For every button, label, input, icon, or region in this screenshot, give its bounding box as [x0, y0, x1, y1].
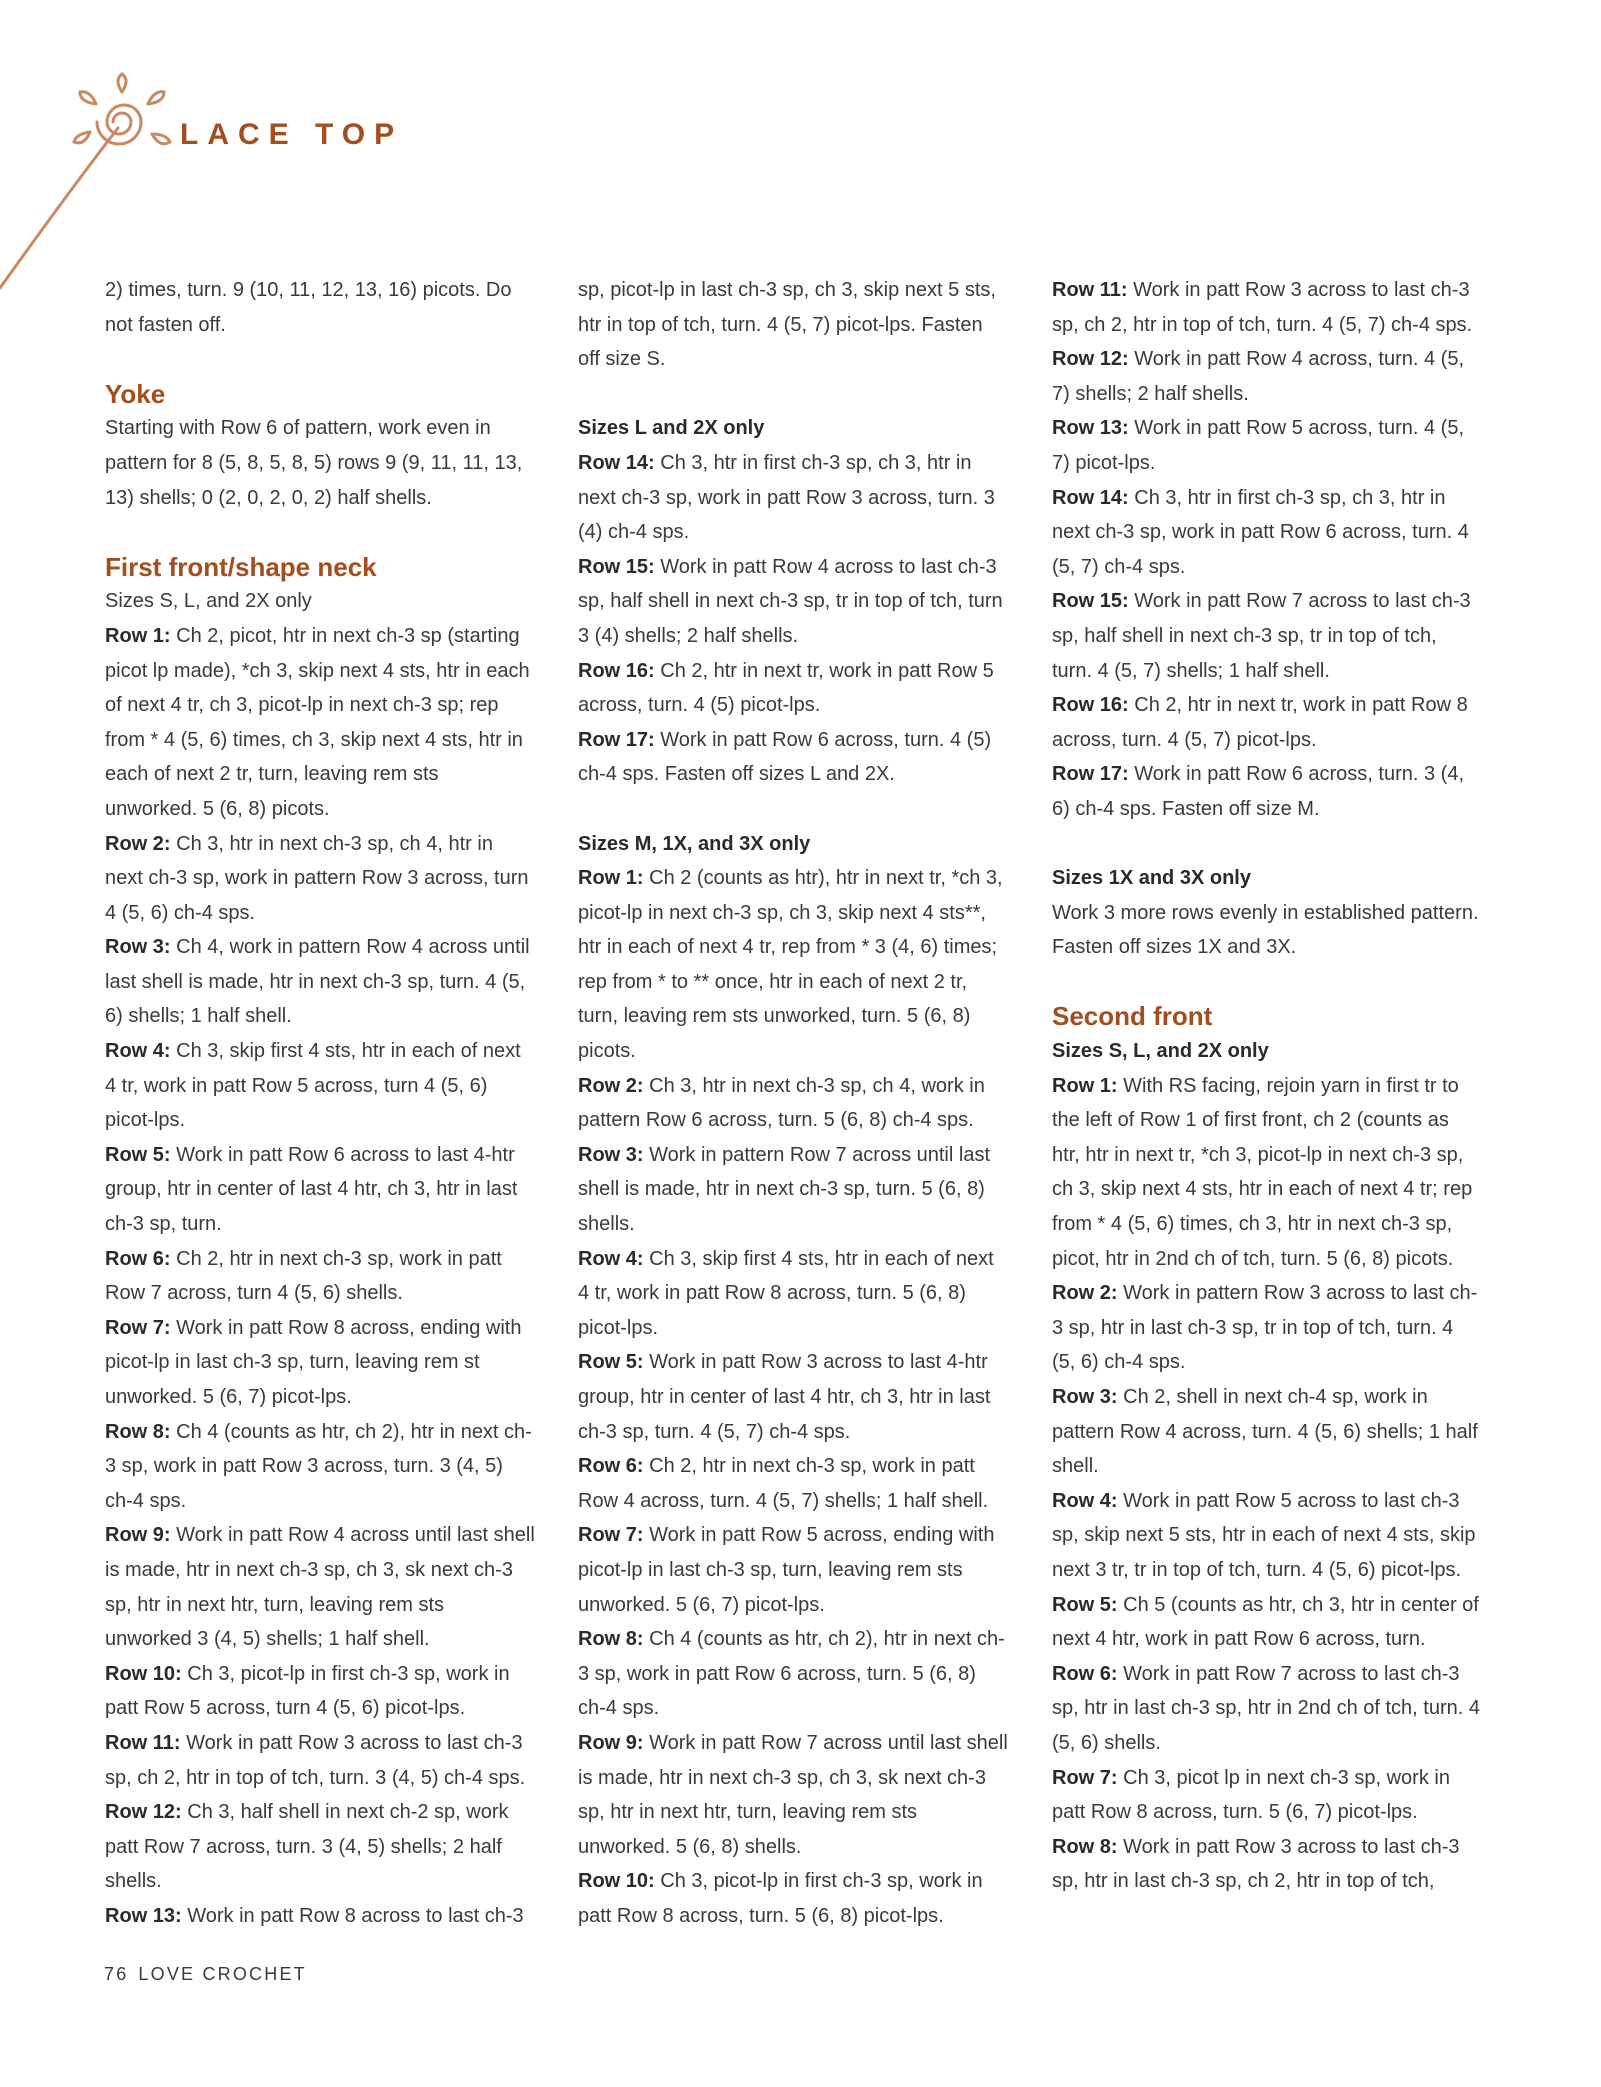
row-label: Row 1:: [578, 867, 644, 890]
row-text: Work in patt Row 4 across until last shell is made, htr in next ch-3 sp, ch 3, sk next ch-3 sp, htr in next htr, turn, leaving rem sts unworked 3 (4, 5) shells; 1 half shell.: [105, 1524, 535, 1651]
row-label: Row 4:: [1052, 1489, 1118, 1512]
row-label: Row 6:: [578, 1455, 644, 1478]
page-number: 76: [104, 1964, 129, 1984]
instruction-paragraph: Work 3 more rows evenly in established pattern. Fasten off sizes 1X and 3X.: [1052, 901, 1479, 959]
row-label: Row 16:: [1052, 694, 1129, 717]
row-instruction: [1052, 1830, 1482, 1899]
section-heading: Second front: [1052, 1001, 1213, 1032]
row-instruction: [105, 1311, 535, 1415]
row-text: Work in patt Row 3 across to last ch-3 sp, ch 2, htr in top of tch, turn. 4 (5, 7) ch-4 sps.: [1052, 279, 1473, 336]
row-text: Ch 2, htr in next tr, work in patt Row 5 across, turn. 4 (5) picot-lps.: [578, 659, 994, 717]
row-instruction: [1052, 273, 1482, 342]
row-text: Ch 3, picot-lp in first ch-3 sp, work in patt Row 8 across, turn. 5 (6, 8) picot-lps.: [578, 1870, 983, 1927]
row-instruction: [578, 654, 1008, 723]
row-label: Row 4:: [578, 1247, 644, 1270]
row-text: Work in patt Row 7 across until last shell is made, htr in next ch-3 sp, ch 3, sk next ch-3 sp, htr in next htr, turn, leaving rem sts unworked. 5 (6, 8) shells.: [578, 1731, 1008, 1858]
row-instruction: [578, 1518, 1008, 1622]
row-text: Ch 3, htr in next ch-3 sp, ch 4, work in pattern Row 6 across, turn. 5 (6, 8) ch-4 sps.: [578, 1074, 985, 1132]
size-subheading: Sizes S, L, and 2X only: [1052, 1040, 1269, 1063]
row-instruction: [1052, 481, 1482, 585]
row-text: Ch 3, htr in first ch-3 sp, ch 3, htr in next ch-3 sp, work in patt Row 3 across, turn. 3 (4) ch-4 sps.: [578, 451, 995, 544]
row-text: Work in patt Row 4 across, turn. 4 (5, 7) shells; 2 half shells.: [1052, 348, 1464, 405]
text-column-3: [1052, 273, 1482, 1899]
row-label: Row 4:: [105, 1040, 171, 1063]
row-instruction: [578, 1138, 1008, 1242]
row-text: Ch 3, picot-lp in first ch-3 sp, work in patt Row 5 across, turn 4 (5, 6) picot-lps.: [105, 1662, 510, 1720]
row-label: Row 8:: [578, 1628, 644, 1651]
page-footer: [104, 1964, 307, 1985]
size-subheading: Sizes 1X and 3X only: [1052, 867, 1251, 890]
instruction-paragraph: 2) times, turn. 9 (10, 11, 12, 13, 16) picots. Do not fasten off.: [105, 279, 512, 336]
row-label: Row 9:: [578, 1731, 644, 1754]
text-column-1: [105, 273, 535, 1934]
row-instruction: [578, 1726, 1008, 1864]
row-instruction: [1052, 688, 1482, 757]
row-label: Row 12:: [105, 1801, 182, 1824]
row-text: With RS facing, rejoin yarn in first tr to the left of Row 1 of first front, ch 2 (counts as htr, htr in next tr, *ch 3, picot-lp in next ch-3 sp, ch 3, skip next 4 sts, htr in each of next 4 tr; rep from * 4 (5, 6) times, ch 3, htr in next ch-3 sp, picot, htr in 2nd ch of tch, turn. 5 (6, 8) picots.: [1052, 1074, 1473, 1270]
row-instruction: [1052, 411, 1482, 480]
row-instruction: [1052, 1761, 1482, 1830]
row-label: Row 11:: [1052, 279, 1128, 301]
size-subheading: Sizes M, 1X, and 3X only: [578, 832, 811, 855]
section-heading: First front/shape neck: [105, 551, 377, 582]
row-label: Row 15:: [578, 555, 655, 578]
row-label: Row 11:: [105, 1731, 181, 1754]
row-instruction: [105, 1795, 535, 1899]
row-label: Row 12:: [1052, 348, 1129, 371]
row-label: Row 5:: [578, 1351, 644, 1374]
publication-name: LOVE CROCHET: [138, 1964, 307, 1984]
section-title: LACE TOP: [180, 118, 404, 151]
row-instruction: [1052, 1276, 1482, 1380]
row-label: Row 17:: [578, 728, 655, 751]
row-instruction: [1052, 1657, 1482, 1761]
row-label: Row 6:: [1052, 1662, 1118, 1685]
row-label: Row 2:: [105, 832, 171, 855]
row-instruction: [578, 1622, 1008, 1726]
row-text: Work in patt Row 6 across, turn. 3 (4, 6) ch-4 sps. Fasten off size M.: [1052, 763, 1464, 820]
row-instruction: [105, 1034, 535, 1138]
row-text: Work in patt Row 7 across to last ch-3 sp, half shell in next ch-3 sp, tr in top of tch, turn. 4 (5, 7) shells; 1 half shell.: [1052, 590, 1471, 682]
row-instruction: [105, 1138, 535, 1242]
row-text: Work in patt Row 3 across to last 4-htr group, htr in center of last 4 htr, ch 3, htr in last ch-3 sp, turn. 4 (5, 7) ch-4 sps.: [578, 1351, 991, 1443]
section-heading: Yoke: [105, 378, 166, 409]
row-text: Ch 2 (counts as htr), htr in next tr, *ch 3, picot-lp in next ch-3 sp, ch 3, skip next 4 sts**, htr in each of next 4 tr, rep from * 3 (4, 6) times; rep from * to ** once, htr in each of next 2 tr, turn, leaving rem sts unworked, turn. 5 (6, 8) picots.: [578, 867, 1003, 1063]
row-label: Row 8:: [105, 1420, 171, 1443]
row-label: Row 16:: [578, 659, 655, 682]
row-label: Row 3:: [578, 1143, 644, 1166]
row-text: Work in patt Row 4 across to last ch-3 sp, half shell in next ch-3 sp, tr in top of tch, turn 3 (4) shells; 2 half shells.: [578, 555, 1003, 647]
row-instruction: [578, 861, 1008, 1069]
row-text: Ch 3, htr in first ch-3 sp, ch 3, htr in next ch-3 sp, work in patt Row 6 across, turn. 4 (5, 7) ch-4 sps.: [1052, 486, 1469, 578]
row-instruction: [105, 930, 535, 1034]
row-instruction: [105, 1518, 535, 1656]
row-label: Row 2:: [1052, 1282, 1118, 1305]
row-text: Work in patt Row 5 across, ending with picot-lp in last ch-3 sp, turn, leaving rem sts unworked. 5 (6, 7) picot-lps.: [578, 1524, 995, 1616]
row-instruction: [1052, 757, 1482, 826]
row-text: Ch 4, work in pattern Row 4 across until last shell is made, htr in next ch-3 sp, turn. 4 (5, 6) shells; 1 half shell.: [105, 936, 530, 1028]
row-label: Row 17:: [1052, 763, 1129, 786]
row-instruction: [578, 1345, 1008, 1449]
row-text: Work in patt Row 7 across to last ch-3 sp, htr in last ch-3 sp, htr in 2nd ch of tch, turn. 4 (5, 6) shells.: [1052, 1662, 1480, 1754]
row-text: Ch 3, skip first 4 sts, htr in each of next 4 tr, work in patt Row 5 across, turn 4 (5, 6) picot-lps.: [105, 1040, 521, 1132]
row-text: Work in patt Row 8 across, ending with picot-lp in last ch-3 sp, turn, leaving rem st unworked. 5 (6, 7) picot-lps.: [105, 1316, 522, 1408]
row-text: Ch 4 (counts as htr, ch 2), htr in next ch-3 sp, work in patt Row 3 across, turn. 3 (4, 5) ch-4 sps.: [105, 1420, 532, 1512]
row-label: Row 7:: [1052, 1766, 1118, 1789]
row-text: Ch 2, htr in next ch-3 sp, work in patt Row 7 across, turn 4 (5, 6) shells.: [105, 1247, 502, 1305]
row-text: Ch 2, htr in next tr, work in patt Row 8 across, turn. 4 (5, 7) picot-lps.: [1052, 694, 1468, 751]
row-instruction: [578, 550, 1008, 654]
instruction-paragraph: Starting with Row 6 of pattern, work even in pattern for 8 (5, 8, 5, 8, 5) rows 9 (9, 11, 11, 13, 13) shells; 0 (2, 0, 2, 0, 2) half shells.: [105, 417, 523, 509]
row-label: Row 14:: [578, 451, 655, 474]
row-text: Ch 5 (counts as htr, ch 3, htr in center of next 4 htr, work in patt Row 6 across, turn.: [1052, 1593, 1479, 1651]
row-text: Ch 3, half shell in next ch-2 sp, work patt Row 7 across, turn. 3 (4, 5) shells; 2 half shells.: [105, 1801, 509, 1893]
size-note: Sizes S, L, and 2X only: [105, 590, 312, 613]
spiral-flower-ornament-icon: [0, 70, 190, 300]
row-label: Row 5:: [1052, 1593, 1118, 1616]
row-instruction: [1052, 1380, 1482, 1484]
row-label: Row 13:: [105, 1904, 182, 1927]
row-instruction: [1052, 1588, 1482, 1657]
row-text: Work in pattern Row 7 across until last shell is made, htr in next ch-3 sp, turn. 5 (6, 8) shells.: [578, 1143, 990, 1236]
row-instruction: [105, 1899, 535, 1934]
row-text: Ch 3, picot lp in next ch-3 sp, work in patt Row 8 across, turn. 5 (6, 7) picot-lps.: [1052, 1766, 1450, 1824]
row-text: Work in pattern Row 3 across to last ch-3 sp, htr in last ch-3 sp, tr in top of tch, turn. 4 (5, 6) ch-4 sps.: [1052, 1282, 1478, 1374]
row-instruction: [105, 1657, 535, 1726]
row-text: Ch 2, shell in next ch-4 sp, work in pattern Row 4 across, turn. 4 (5, 6) shells; 1 half shell.: [1052, 1386, 1478, 1478]
row-instruction: [578, 1864, 1008, 1933]
row-instruction: [578, 723, 1008, 792]
row-instruction: [1052, 584, 1482, 688]
row-instruction: [105, 619, 535, 827]
row-label: Row 9:: [105, 1524, 171, 1547]
row-label: Row 15:: [1052, 590, 1129, 613]
row-text: Work in patt Row 6 across to last 4-htr group, htr in center of last 4 htr, ch 3, htr in last ch-3 sp, turn.: [105, 1143, 518, 1236]
row-label: Row 1:: [105, 624, 171, 647]
row-instruction: [105, 1242, 535, 1311]
row-instruction: [578, 446, 1008, 550]
instruction-paragraph: sp, picot-lp in last ch-3 sp, ch 3, skip next 5 sts, htr in top of tch, turn. 4 (5, 7) picot-lps. Fasten off size S.: [578, 279, 996, 371]
row-instruction: [1052, 1484, 1482, 1588]
row-instruction: [105, 827, 535, 931]
row-instruction: [578, 1069, 1008, 1138]
text-column-2: [578, 273, 1008, 1934]
row-text: Work in patt Row 6 across, turn. 4 (5) ch-4 sps. Fasten off sizes L and 2X.: [578, 728, 992, 786]
row-instruction: [105, 1415, 535, 1519]
row-label: Row 13:: [1052, 417, 1129, 440]
row-label: Row 5:: [105, 1143, 171, 1166]
row-text: Work in patt Row 5 across, turn. 4 (5, 7) picot-lps.: [1052, 417, 1464, 474]
row-text: Work in patt Row 3 across to last ch-3 sp, ch 2, htr in top of tch, turn. 3 (4, 5) ch-4 sps.: [105, 1731, 526, 1789]
row-label: Row 3:: [1052, 1386, 1118, 1408]
row-label: Row 7:: [578, 1524, 644, 1547]
row-label: Row 10:: [105, 1662, 182, 1685]
row-label: Row 10:: [578, 1870, 655, 1893]
row-text: Work in patt Row 3 across to last ch-3 sp, htr in last ch-3 sp, ch 2, htr in top of tch,: [1052, 1835, 1460, 1893]
row-label: Row 6:: [105, 1247, 171, 1270]
row-text: Work in patt Row 5 across to last ch-3 sp, skip next 5 sts, htr in each of next 4 sts, skip next 3 tr, tr in top of tch, turn. 4 (5, 6) picot-lps.: [1052, 1489, 1476, 1581]
row-label: Row 3:: [105, 936, 171, 959]
row-instruction: [1052, 1069, 1482, 1277]
row-text: Ch 2, picot, htr in next ch-3 sp (starting picot lp made), *ch 3, skip next 4 sts, htr in each of next 4 tr, ch 3, picot-lp in next ch-3 sp; rep from * 4 (5, 6) times, ch 3, skip next 4 sts, htr in each of next 2 tr, turn, leaving rem sts unworked. 5 (6, 8) picots.: [105, 624, 530, 820]
row-label: Row 8:: [1052, 1835, 1118, 1858]
row-label: Row 7:: [105, 1316, 171, 1339]
row-text: Ch 4 (counts as htr, ch 2), htr in next ch-3 sp, work in patt Row 6 across, turn. 5 (6, 8) ch-4 sps.: [578, 1628, 1005, 1720]
row-text: Ch 2, htr in next ch-3 sp, work in patt Row 4 across, turn. 4 (5, 7) shells; 1 half shell.: [578, 1455, 989, 1512]
row-text: Work in patt Row 8 across to last ch-3: [181, 1904, 524, 1927]
row-label: Row 2:: [578, 1074, 644, 1097]
row-label: Row 14:: [1052, 486, 1129, 509]
row-instruction: [105, 1726, 535, 1795]
row-text: Ch 3, skip first 4 sts, htr in each of next 4 tr, work in patt Row 8 across, turn. 5 (6, 8) picot-lps.: [578, 1247, 994, 1339]
row-label: Row 1:: [1052, 1074, 1118, 1097]
row-text: Ch 3, htr in next ch-3 sp, ch 4, htr in next ch-3 sp, work in pattern Row 3 across, turn 4 (5, 6) ch-4 sps.: [105, 832, 529, 924]
size-subheading: Sizes L and 2X only: [578, 417, 765, 440]
row-instruction: [578, 1449, 1008, 1518]
row-instruction: [1052, 342, 1482, 411]
row-instruction: [578, 1242, 1008, 1346]
